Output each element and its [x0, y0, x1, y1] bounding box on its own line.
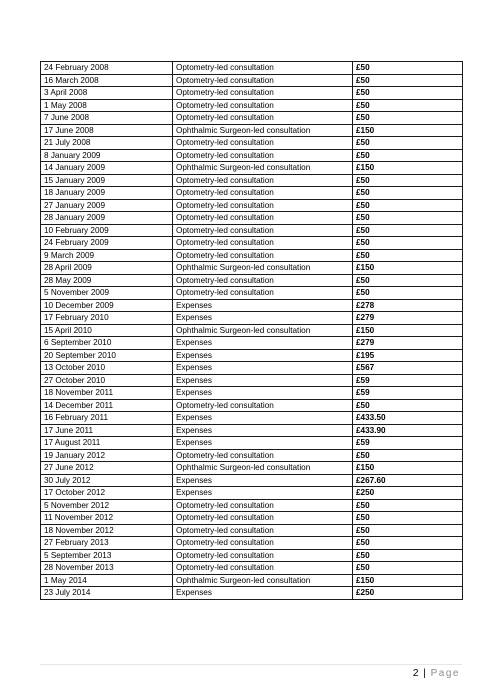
date-cell: 8 January 2009: [41, 149, 173, 162]
table-row: [41, 387, 463, 400]
table-row: [41, 262, 463, 275]
description-cell: Expenses: [173, 299, 353, 312]
description-cell: Optometry-led consultation: [173, 537, 353, 550]
amount-cell: £278: [353, 299, 463, 312]
amount-cell: £59: [353, 387, 463, 400]
amount-cell: £50: [353, 137, 463, 150]
description-cell: Optometry-led consultation: [173, 549, 353, 562]
table-row: [41, 574, 463, 587]
table-row: [41, 399, 463, 412]
description-cell: Optometry-led consultation: [173, 249, 353, 262]
description-cell: Optometry-led consultation: [173, 112, 353, 125]
date-cell: 27 October 2010: [41, 374, 173, 387]
table-row: [41, 324, 463, 337]
date-cell: 18 November 2011: [41, 387, 173, 400]
amount-cell: £50: [353, 512, 463, 525]
date-cell: 21 July 2008: [41, 137, 173, 150]
table-row: [41, 287, 463, 300]
amount-cell: £50: [353, 62, 463, 75]
description-cell: Optometry-led consultation: [173, 137, 353, 150]
table-row: [41, 249, 463, 262]
date-cell: 10 February 2009: [41, 224, 173, 237]
amount-cell: £50: [353, 87, 463, 100]
date-cell: 5 November 2012: [41, 499, 173, 512]
table-row: [41, 199, 463, 212]
date-cell: 17 June 2008: [41, 124, 173, 137]
table-row: [41, 124, 463, 137]
amount-cell: £50: [353, 274, 463, 287]
date-cell: 11 November 2012: [41, 512, 173, 525]
table-row: [41, 112, 463, 125]
amount-cell: £59: [353, 374, 463, 387]
table-row: [41, 212, 463, 225]
amount-cell: £50: [353, 499, 463, 512]
table-row: [41, 524, 463, 537]
table-row: [41, 174, 463, 187]
description-cell: Ophthalmic Surgeon-led consultation: [173, 162, 353, 175]
table-row: [41, 299, 463, 312]
date-cell: 30 July 2012: [41, 474, 173, 487]
table-row: [41, 424, 463, 437]
description-cell: Expenses: [173, 487, 353, 500]
table-row: [41, 237, 463, 250]
description-cell: Ophthalmic Surgeon-led consultation: [173, 262, 353, 275]
description-cell: Optometry-led consultation: [173, 499, 353, 512]
table-row: [41, 62, 463, 75]
date-cell: 3 April 2008: [41, 87, 173, 100]
amount-cell: £250: [353, 587, 463, 600]
date-cell: 18 November 2012: [41, 524, 173, 537]
page-separator: |: [423, 668, 426, 679]
footer-divider: [40, 664, 462, 665]
description-cell: Optometry-led consultation: [173, 399, 353, 412]
date-cell: 23 July 2014: [41, 587, 173, 600]
date-cell: 17 August 2011: [41, 437, 173, 450]
amount-cell: £50: [353, 449, 463, 462]
description-cell: Ophthalmic Surgeon-led consultation: [173, 124, 353, 137]
date-cell: 27 January 2009: [41, 199, 173, 212]
description-cell: Expenses: [173, 349, 353, 362]
amount-cell: £267.60: [353, 474, 463, 487]
table-row: [41, 512, 463, 525]
amount-cell: £50: [353, 174, 463, 187]
amount-cell: £50: [353, 287, 463, 300]
table-row: [41, 412, 463, 425]
description-cell: Optometry-led consultation: [173, 274, 353, 287]
consultation-expenses-table: [40, 61, 463, 600]
description-cell: Ophthalmic Surgeon-led consultation: [173, 574, 353, 587]
description-cell: Optometry-led consultation: [173, 212, 353, 225]
table-row: [41, 312, 463, 325]
amount-cell: £50: [353, 399, 463, 412]
description-cell: Expenses: [173, 474, 353, 487]
description-cell: Optometry-led consultation: [173, 224, 353, 237]
amount-cell: £50: [353, 212, 463, 225]
date-cell: 7 June 2008: [41, 112, 173, 125]
amount-cell: £50: [353, 112, 463, 125]
description-cell: Expenses: [173, 387, 353, 400]
amount-cell: £150: [353, 124, 463, 137]
table-row: [41, 149, 463, 162]
date-cell: 5 November 2009: [41, 287, 173, 300]
amount-cell: £433.50: [353, 412, 463, 425]
amount-cell: £250: [353, 487, 463, 500]
description-cell: Expenses: [173, 362, 353, 375]
description-cell: Expenses: [173, 424, 353, 437]
date-cell: 28 January 2009: [41, 212, 173, 225]
amount-cell: £50: [353, 74, 463, 87]
date-cell: 1 May 2008: [41, 99, 173, 112]
date-cell: 16 February 2011: [41, 412, 173, 425]
description-cell: Optometry-led consultation: [173, 187, 353, 200]
table-row: [41, 499, 463, 512]
description-cell: Optometry-led consultation: [173, 62, 353, 75]
table-row: [41, 137, 463, 150]
date-cell: 5 September 2013: [41, 549, 173, 562]
description-cell: Optometry-led consultation: [173, 449, 353, 462]
description-cell: Expenses: [173, 312, 353, 325]
date-cell: 6 September 2010: [41, 337, 173, 350]
amount-cell: £150: [353, 162, 463, 175]
table-row: [41, 487, 463, 500]
description-cell: Optometry-led consultation: [173, 562, 353, 575]
date-cell: 13 October 2010: [41, 362, 173, 375]
date-cell: 17 October 2012: [41, 487, 173, 500]
description-cell: Optometry-led consultation: [173, 174, 353, 187]
date-cell: 28 May 2009: [41, 274, 173, 287]
date-cell: 19 January 2012: [41, 449, 173, 462]
amount-cell: £150: [353, 574, 463, 587]
description-cell: Optometry-led consultation: [173, 74, 353, 87]
date-cell: 28 November 2013: [41, 562, 173, 575]
amount-cell: £50: [353, 199, 463, 212]
date-cell: 27 February 2013: [41, 537, 173, 550]
amount-cell: £50: [353, 187, 463, 200]
amount-cell: £195: [353, 349, 463, 362]
description-cell: Optometry-led consultation: [173, 87, 353, 100]
date-cell: 20 September 2010: [41, 349, 173, 362]
date-cell: 14 December 2011: [41, 399, 173, 412]
amount-cell: £50: [353, 237, 463, 250]
page-number: 2: [412, 668, 419, 679]
table-row: [41, 449, 463, 462]
amount-cell: £150: [353, 324, 463, 337]
description-cell: Expenses: [173, 412, 353, 425]
table-row: [41, 349, 463, 362]
date-cell: 14 January 2009: [41, 162, 173, 175]
description-cell: Ophthalmic Surgeon-led consultation: [173, 462, 353, 475]
table-body: [41, 62, 463, 600]
amount-cell: £50: [353, 249, 463, 262]
description-cell: Optometry-led consultation: [173, 287, 353, 300]
date-cell: 16 March 2008: [41, 74, 173, 87]
table-row: [41, 99, 463, 112]
date-cell: 28 April 2009: [41, 262, 173, 275]
amount-cell: £567: [353, 362, 463, 375]
amount-cell: £150: [353, 462, 463, 475]
amount-cell: £50: [353, 149, 463, 162]
date-cell: 1 May 2014: [41, 574, 173, 587]
amount-cell: £50: [353, 549, 463, 562]
date-cell: 17 June 2011: [41, 424, 173, 437]
table-row: [41, 274, 463, 287]
description-cell: Optometry-led consultation: [173, 524, 353, 537]
table-row: [41, 549, 463, 562]
description-cell: Optometry-led consultation: [173, 199, 353, 212]
description-cell: Expenses: [173, 337, 353, 350]
description-cell: Optometry-led consultation: [173, 512, 353, 525]
description-cell: Expenses: [173, 587, 353, 600]
amount-cell: £279: [353, 312, 463, 325]
table-row: [41, 74, 463, 87]
table-row: [41, 374, 463, 387]
description-cell: Expenses: [173, 437, 353, 450]
table-row: [41, 462, 463, 475]
description-cell: Ophthalmic Surgeon-led consultation: [173, 324, 353, 337]
amount-cell: £150: [353, 262, 463, 275]
amount-cell: £50: [353, 99, 463, 112]
amount-cell: £59: [353, 437, 463, 450]
amount-cell: £50: [353, 224, 463, 237]
date-cell: 10 December 2009: [41, 299, 173, 312]
date-cell: 24 February 2008: [41, 62, 173, 75]
table-row: [41, 162, 463, 175]
amount-cell: £50: [353, 562, 463, 575]
page-footer: [413, 668, 460, 680]
amount-cell: £50: [353, 524, 463, 537]
description-cell: Optometry-led consultation: [173, 149, 353, 162]
date-cell: 27 June 2012: [41, 462, 173, 475]
table-row: [41, 224, 463, 237]
amount-cell: £433.90: [353, 424, 463, 437]
table-row: [41, 537, 463, 550]
table-row: [41, 562, 463, 575]
table-row: [41, 474, 463, 487]
table-row: [41, 437, 463, 450]
page-label: Page: [430, 668, 460, 679]
table-row: [41, 362, 463, 375]
date-cell: 24 February 2009: [41, 237, 173, 250]
table-row: [41, 337, 463, 350]
description-cell: Optometry-led consultation: [173, 99, 353, 112]
amount-cell: £279: [353, 337, 463, 350]
description-cell: Expenses: [173, 374, 353, 387]
date-cell: 17 February 2010: [41, 312, 173, 325]
description-cell: Optometry-led consultation: [173, 237, 353, 250]
table-row: [41, 187, 463, 200]
amount-cell: £50: [353, 537, 463, 550]
date-cell: 15 April 2010: [41, 324, 173, 337]
date-cell: 18 January 2009: [41, 187, 173, 200]
table-row: [41, 587, 463, 600]
date-cell: 15 January 2009: [41, 174, 173, 187]
date-cell: 9 March 2009: [41, 249, 173, 262]
table-row: [41, 87, 463, 100]
